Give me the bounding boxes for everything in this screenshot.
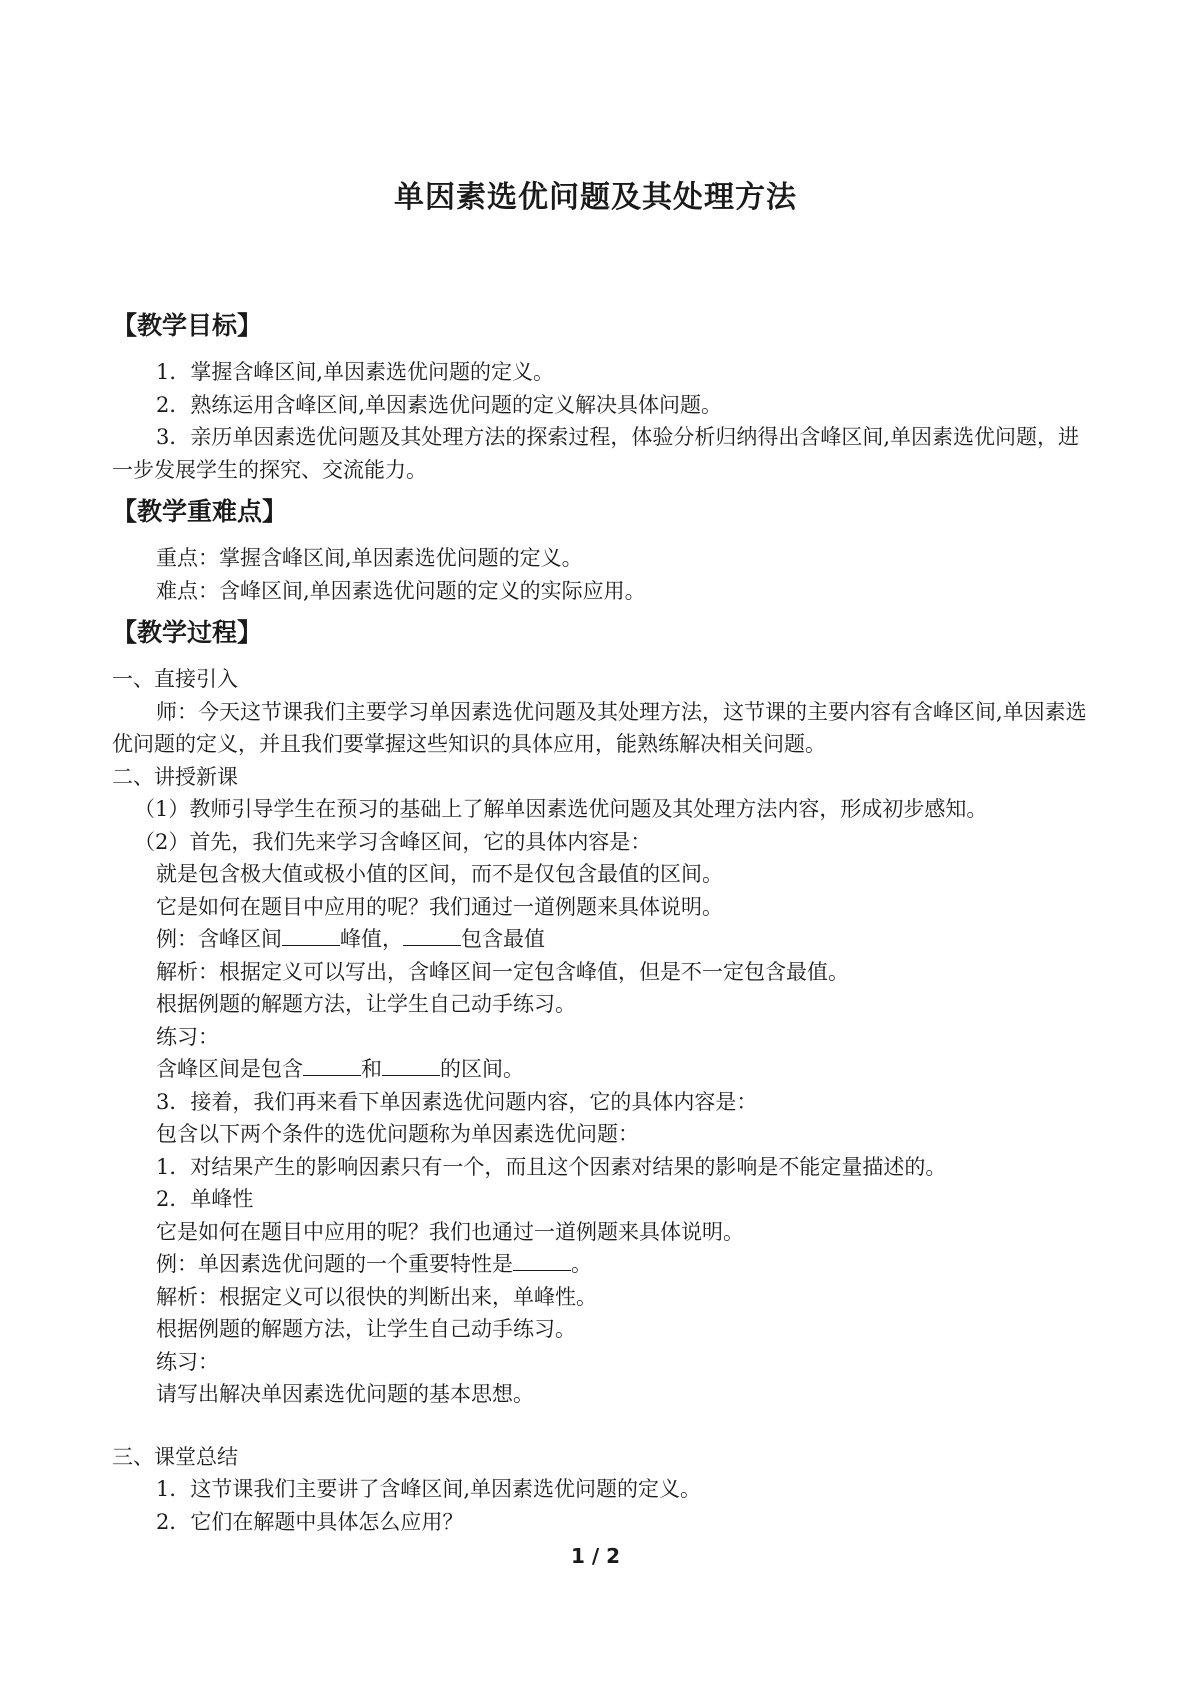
objective-item: 2．熟练运用含峰区间,单因素选优问题的定义解决具体问题。 [156, 392, 723, 417]
summary-line: 2．它们在解题中具体怎么应用？ [156, 1509, 464, 1534]
body-line: 它是如何在题目中应用的呢？我们通过一道例题来具体说明。 [156, 894, 723, 919]
body-line: 练习： [156, 1024, 219, 1049]
key-point-item: 难点：含峰区间,单因素选优问题的定义的实际应用。 [156, 578, 646, 603]
body-line: 请写出解决单因素选优问题的基本思想。 [156, 1382, 534, 1406]
part1-title: 一、直接引入 [112, 667, 238, 691]
summary-line: 1．这节课我们主要讲了含峰区间,单因素选优问题的定义。 [156, 1477, 702, 1501]
document-title: 单因素选优问题及其处理方法 [394, 180, 797, 215]
objective-item: 1．掌握含峰区间,单因素选优问题的定义。 [156, 360, 555, 384]
example1-text-b: 峰值， [340, 927, 403, 951]
body-line: 解析：根据定义可以很快的判断出来，单峰性。 [156, 1284, 597, 1309]
part2-line: （1）教师引导学生在预习的基础上了解单因素选优问题及其处理方法内容，形成初步感知。 [134, 797, 988, 821]
process-heading: 【教学过程】 [112, 618, 263, 647]
key-points-heading: 【教学重难点】 [112, 497, 288, 526]
part1-text: 师：今天这节课我们主要学习单因素选优问题及其处理方法，这节课的主要内容有含峰区间,单因素选优问题的定义，并且我们要掌握这些知识的具体应用，能熟练解决相关问题。 [112, 699, 1087, 756]
practice1-text-a: 含峰区间是包含 [156, 1057, 303, 1081]
body-line: 练习： [156, 1349, 219, 1374]
practice1-line [112, 1053, 1092, 1086]
example2-text-b: 。 [571, 1252, 592, 1276]
body-line: 1．对结果产生的影响因素只有一个，而且这个因素对结果的影响是不能定量描述的。 [156, 1154, 947, 1179]
fill-blank [382, 1055, 440, 1076]
page-number: 1 / 2 [570, 1544, 621, 1568]
body-line: 包含以下两个条件的选优问题称为单因素选优问题： [156, 1122, 639, 1146]
practice1-text-b: 和 [361, 1057, 382, 1081]
document-body [112, 300, 1092, 1538]
example1-text-a: 例：含峰区间 [156, 927, 282, 951]
fill-blank [403, 925, 461, 946]
spacer [112, 1411, 1092, 1441]
fill-blank [282, 925, 340, 946]
fill-blank [513, 1250, 571, 1271]
part2-line: （2）首先，我们先来学习含峰区间，它的具体内容是： [134, 829, 652, 854]
example2-line [112, 1248, 1092, 1281]
objective-item: 3．亲历单因素选优问题及其处理方法的探索过程，体验分析归纳得出含峰区间,单因素选优问题，进一步发展学生的探究、交流能力。 [112, 425, 1080, 482]
fill-blank [303, 1055, 361, 1076]
example1-line [112, 923, 1092, 956]
practice1-text-c: 的区间。 [440, 1057, 524, 1081]
body-line: 解析：根据定义可以写出，含峰区间一定包含峰值，但是不一定包含最值。 [156, 959, 849, 984]
body-line: 根据例题的解题方法，让学生自己动手练习。 [156, 1317, 576, 1341]
body-line: 根据例题的解题方法，让学生自己动手练习。 [156, 992, 576, 1016]
body-line: 2．单峰性 [156, 1187, 254, 1211]
example2-text-a: 例：单因素选优问题的一个重要特性是 [156, 1252, 513, 1276]
part3-title: 三、课堂总结 [112, 1444, 238, 1469]
part2-title: 二、讲授新课 [112, 764, 238, 789]
body-line: 它是如何在题目中应用的呢？我们也通过一道例题来具体说明。 [156, 1219, 744, 1244]
key-point-item: 重点：掌握含峰区间,单因素选优问题的定义。 [156, 546, 583, 570]
body-line: 3．接着，我们再来看下单因素选优问题内容，它的具体内容是： [156, 1089, 758, 1114]
body-line: 就是包含极大值或极小值的区间，而不是仅包含最值的区间。 [156, 862, 723, 886]
example1-text-c: 包含最值 [461, 927, 545, 951]
objectives-heading: 【教学目标】 [112, 311, 263, 340]
